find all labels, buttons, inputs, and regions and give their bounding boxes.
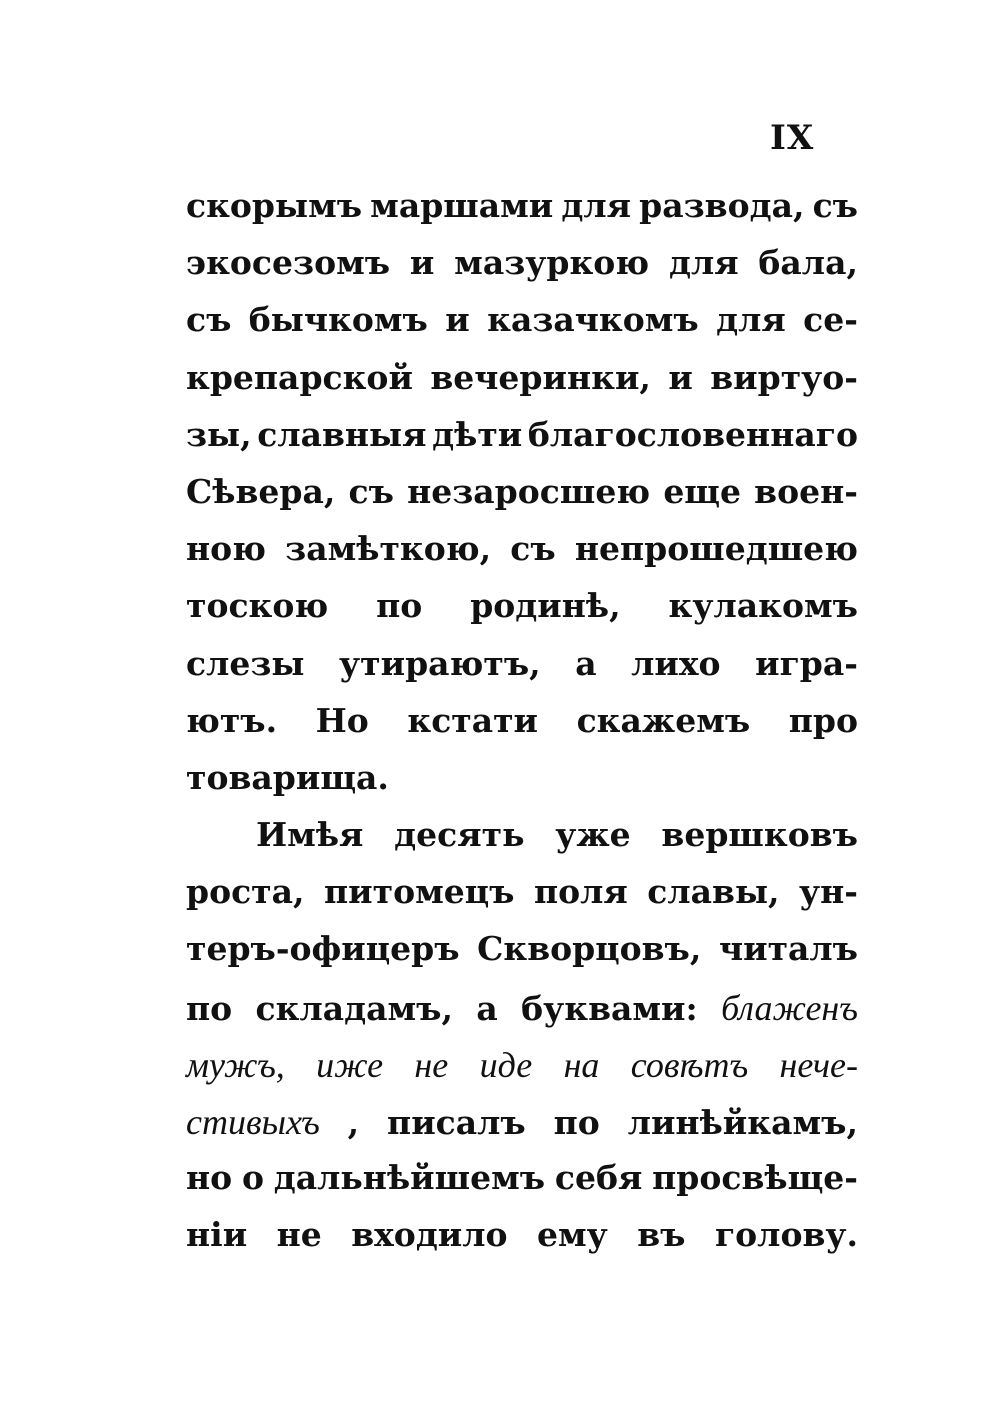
word: бычкомъ	[248, 300, 428, 340]
word: но	[186, 1158, 233, 1198]
text-line	[186, 243, 858, 300]
word: питомецъ	[324, 872, 515, 912]
word: ютъ.	[186, 700, 278, 740]
word: славныя	[257, 414, 427, 454]
word: уже	[555, 815, 631, 855]
word: себя	[554, 1158, 643, 1198]
text-line	[186, 586, 858, 643]
page-number: IX	[770, 118, 815, 158]
word: не	[276, 1215, 322, 1255]
word: для	[668, 243, 739, 283]
word: экосезомъ	[186, 243, 391, 283]
word: а	[476, 988, 498, 1028]
word: теръ-офицеръ	[186, 929, 460, 969]
word: дальнѣйшемъ	[273, 1158, 546, 1198]
word: стивыхъ	[186, 1102, 320, 1142]
word: блаженъ	[721, 987, 858, 1028]
text-line	[186, 1044, 858, 1101]
word: съ	[186, 300, 232, 340]
text-line	[186, 358, 858, 415]
text-line	[186, 929, 858, 986]
word: про	[788, 700, 858, 740]
word: игра-	[755, 643, 858, 683]
word: крепарской	[186, 357, 413, 397]
word: казачкомъ	[487, 300, 699, 340]
word: по	[186, 988, 233, 1028]
word: воен-	[754, 471, 858, 511]
word: кулакомъ	[668, 586, 858, 626]
word: съ	[510, 529, 556, 569]
word: нече-	[779, 1044, 858, 1085]
word: вечеринки,	[430, 357, 651, 397]
word: и	[409, 243, 435, 283]
word: съ	[348, 471, 394, 511]
word: незаросшею	[407, 471, 651, 511]
word: буквами:	[521, 988, 698, 1028]
text-line	[186, 987, 858, 1044]
text-line	[186, 644, 858, 701]
word: по	[553, 1103, 600, 1142]
word: иде	[479, 1044, 533, 1085]
text-line	[186, 415, 858, 472]
word: десять	[394, 815, 525, 855]
word: зы,	[186, 414, 252, 454]
text-line	[186, 758, 858, 815]
word: Скворцовъ,	[477, 929, 702, 969]
word: для	[561, 186, 632, 225]
word: съ	[812, 186, 858, 225]
word: просвѣще-	[652, 1158, 858, 1198]
word: скажемъ	[576, 700, 751, 740]
word: виртуо-	[710, 357, 858, 397]
word: еще	[663, 471, 742, 511]
word: лихо	[631, 643, 721, 683]
word: ною	[186, 529, 267, 569]
word: утираютъ,	[339, 643, 541, 683]
word: совѣтъ	[630, 1044, 749, 1085]
word: для	[716, 300, 786, 340]
text-line	[186, 1158, 858, 1215]
word: писалъ	[387, 1103, 526, 1142]
word: кстати	[407, 700, 539, 740]
text-line	[186, 529, 858, 586]
word: голову.	[714, 1215, 858, 1255]
word: маршами	[370, 186, 554, 225]
word: славы,	[647, 872, 780, 912]
word: мазуркою	[454, 243, 650, 283]
word: родинѣ,	[470, 586, 621, 626]
word: слезы	[186, 643, 305, 683]
word: ему	[537, 1215, 608, 1255]
word: и	[668, 357, 693, 397]
word: линѣйкамъ,	[627, 1103, 858, 1142]
word: замѣткою,	[285, 529, 492, 569]
word: мужъ,	[186, 1044, 285, 1085]
body-text	[186, 186, 858, 1273]
word: входило	[351, 1215, 508, 1255]
word: ун-	[799, 872, 858, 912]
text-line	[186, 300, 858, 357]
text-line	[186, 701, 858, 758]
word: се-	[803, 300, 858, 340]
word: нiи	[186, 1215, 248, 1255]
word: Сѣвера,	[186, 471, 336, 511]
word: товарища.	[186, 757, 389, 797]
word: бала,	[758, 243, 858, 283]
word: и	[445, 300, 470, 340]
text-line	[186, 1101, 858, 1158]
text-line	[186, 1215, 858, 1272]
text-line	[186, 186, 858, 243]
word: ,	[347, 1103, 360, 1142]
word: тоскою	[186, 586, 329, 626]
word: а	[575, 643, 597, 683]
word: читалъ	[718, 929, 858, 969]
word: непрошедшею	[574, 529, 858, 569]
text-line	[186, 472, 858, 529]
word: вершковъ	[661, 815, 858, 855]
word: поля	[533, 872, 628, 912]
word: дѣти	[432, 414, 523, 454]
word: благословеннаго	[527, 414, 858, 454]
word: Но	[315, 700, 369, 740]
word: въ	[637, 1215, 686, 1255]
text-line	[186, 872, 858, 929]
word: иже	[316, 1044, 384, 1085]
word: Имѣя	[256, 815, 364, 855]
word: скорымъ	[186, 186, 363, 225]
word: не	[414, 1044, 449, 1085]
word: по	[376, 586, 423, 626]
word: складамъ,	[255, 988, 453, 1028]
text-line	[186, 815, 858, 872]
word: роста,	[186, 872, 305, 912]
word: развода,	[639, 186, 805, 225]
word: на	[563, 1044, 600, 1085]
word: о	[241, 1158, 264, 1198]
